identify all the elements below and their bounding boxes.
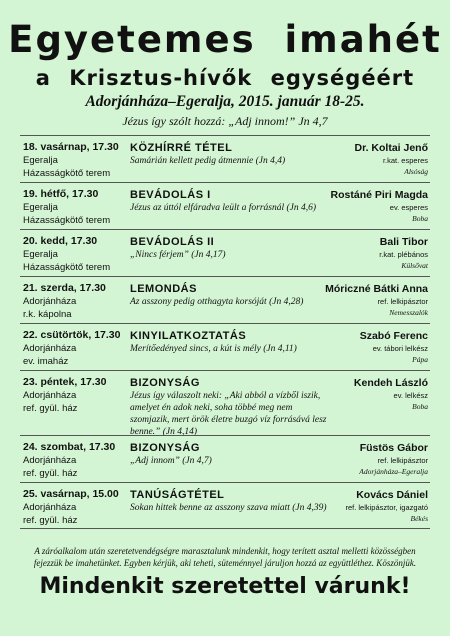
event-when-where [23, 329, 128, 368]
event-theme: BEVÁDOLÁS II [130, 236, 215, 248]
event-when-where [23, 141, 128, 180]
event-topic [130, 441, 330, 467]
event-when-where [23, 376, 128, 415]
event-venue: ev. imaház [23, 356, 69, 367]
event-location: Adorjánháza [23, 390, 77, 401]
footer-invitation: Mindenkit szeretettel várunk! [39, 574, 411, 599]
poster-quote: Jézus így szólt hozzá: „Adj innom!” Jn 4,7 [122, 114, 328, 128]
event-speaker: Kovács Dániel [356, 489, 428, 501]
event-verse: „Adj innom” (Jn 4,7) [130, 456, 212, 466]
event-day: 21. szerda, 17.30 [23, 282, 106, 294]
event-speaker-info [308, 441, 428, 477]
event-location: Adorjánháza [23, 502, 77, 513]
event-speaker-role: r.kat. esperes [382, 156, 428, 165]
event-speaker-place: Adorjánháza–Egeralja [359, 467, 428, 476]
event-location: Adorjánháza [23, 296, 77, 307]
event-theme: TANÚSÁGTÉTEL [130, 489, 225, 501]
event-speaker-role: ev. lelkész [393, 391, 428, 400]
event-speaker-place: Alsóság [404, 167, 428, 176]
event-row [20, 370, 430, 435]
event-speaker-info [308, 141, 428, 177]
event-row [20, 435, 430, 482]
poster-title: Egyetemes imahét [8, 18, 442, 61]
events-list [20, 135, 430, 529]
event-speaker-role: ref. lelkipásztor [377, 456, 428, 465]
event-speaker-info [308, 329, 428, 365]
event-theme: LEMONDÁS [130, 283, 197, 295]
event-row [20, 229, 430, 276]
event-speaker-role: r.kat. plébános [379, 250, 428, 259]
event-verse: Merítőedényed sincs, a kút is mély (Jn 4,11) [130, 344, 297, 354]
event-day: 23. péntek, 17.30 [23, 376, 107, 388]
poster-subtitle: Adorjánháza–Egeralja, 2015. január 18-25. [85, 93, 365, 110]
event-row [20, 482, 430, 529]
event-speaker-place: Nemesszalók [389, 308, 428, 317]
event-theme: KÖZHÍRRÉ TÉTEL [130, 142, 233, 154]
event-verse: „Nincs férjem” (Jn 4,17) [130, 250, 226, 260]
event-speaker-role: ref. lelkipásztor, igazgató [345, 503, 428, 512]
event-speaker: Rostáné Piri Magda [330, 189, 428, 201]
event-location: Egeralja [23, 155, 58, 166]
event-speaker-role: ev. tábori lelkész [372, 344, 428, 353]
event-venue: ref. gyül. ház [23, 515, 78, 526]
event-verse: Jézus így válaszolt neki: „Aki abból a vízből iszik, amelyet én adok neki, soha többé meg nem szomjazik, mert örök életre buzgó víz forrásává lesz benne.” (Jn 4,14) [130, 391, 327, 437]
event-row [20, 276, 430, 323]
event-venue: ref. gyül. ház [23, 403, 78, 414]
event-speaker: Szabó Ferenc [359, 330, 428, 342]
event-venue: ref. gyül. ház [23, 468, 78, 479]
event-day: 19. hétfő, 17.30 [23, 188, 99, 200]
event-speaker-place: Pápa [412, 355, 428, 364]
event-speaker-place: Békés [410, 514, 428, 523]
event-location: Adorjánháza [23, 455, 77, 466]
event-speaker-role: ref. lelkipásztor [377, 297, 428, 306]
event-location: Egeralja [23, 202, 58, 213]
event-when-where [23, 282, 128, 321]
event-day: 22. csütörtök, 17.30 [23, 329, 121, 341]
event-topic [130, 141, 330, 167]
event-speaker-info [308, 376, 428, 412]
event-topic [130, 488, 330, 514]
event-day: 24. szombat, 17.30 [23, 441, 116, 453]
event-speaker-place: Boba [412, 402, 428, 411]
event-topic [130, 376, 330, 438]
event-venue: Házasságkötő terem [23, 168, 111, 179]
event-when-where [23, 235, 128, 274]
poster-title-line2: a Krisztus-hívők egységéért [35, 66, 415, 90]
event-verse: Jézus az úttól elfáradva leült a forrásnál (Jn 4,6) [130, 203, 317, 213]
event-theme: BIZONYSÁG [130, 442, 200, 454]
footer-note: A záróalkalom után szeretetvendégségre marasztalunk mindenkit, hogy terített asztal melletti közösségben fejezzük be imahetünket. Egyben kérjük, aki teheti, süteménnyel járuljon hozzá az együttléthez. Köszönjük. [33, 546, 417, 568]
event-venue: Házasságkötő terem [23, 262, 111, 273]
event-venue: Házasságkötő terem [23, 215, 111, 226]
event-day: 20. kedd, 17.30 [23, 235, 98, 247]
event-theme: BEVÁDOLÁS I [130, 189, 211, 201]
event-speaker-info [308, 235, 428, 271]
event-topic [130, 329, 330, 355]
event-speaker: Dr. Koltai Jenő [354, 142, 428, 154]
event-speaker: Bali Tibor [379, 236, 428, 248]
event-speaker-place: Boba [412, 214, 428, 223]
event-row [20, 182, 430, 229]
event-topic [130, 282, 330, 308]
event-speaker-info [308, 188, 428, 224]
event-verse: Az asszony pedig otthagyta korsóját (Jn 4,28) [130, 297, 304, 307]
event-speaker-info [308, 488, 428, 524]
event-day: 18. vasárnap, 17.30 [23, 141, 119, 153]
event-theme: KINYILATKOZTATÁS [130, 330, 247, 342]
event-speaker-place: Külsővat [401, 261, 428, 270]
event-row [20, 323, 430, 370]
event-when-where [23, 441, 128, 480]
event-speaker: Móriczné Bátki Anna [325, 283, 428, 295]
event-row [20, 135, 430, 182]
event-speaker-info [308, 282, 428, 318]
event-speaker-role: ev. esperes [389, 203, 428, 212]
event-topic [130, 235, 330, 261]
event-location: Egeralja [23, 249, 58, 260]
event-theme: BIZONYSÁG [130, 377, 200, 389]
event-topic [130, 188, 330, 214]
event-venue: r.k. kápolna [23, 309, 72, 320]
event-when-where [23, 188, 128, 227]
event-location: Adorjánháza [23, 343, 77, 354]
event-verse: Samárián kellett pedig átmennie (Jn 4,4) [130, 156, 286, 166]
event-speaker: Füstös Gábor [359, 442, 428, 454]
event-speaker: Kendeh László [353, 377, 428, 389]
event-day: 25. vasárnap, 15.00 [23, 488, 119, 500]
event-when-where [23, 488, 128, 527]
event-verse: Sokan hittek benne az asszony szava miatt (Jn 4,39) [130, 503, 327, 513]
